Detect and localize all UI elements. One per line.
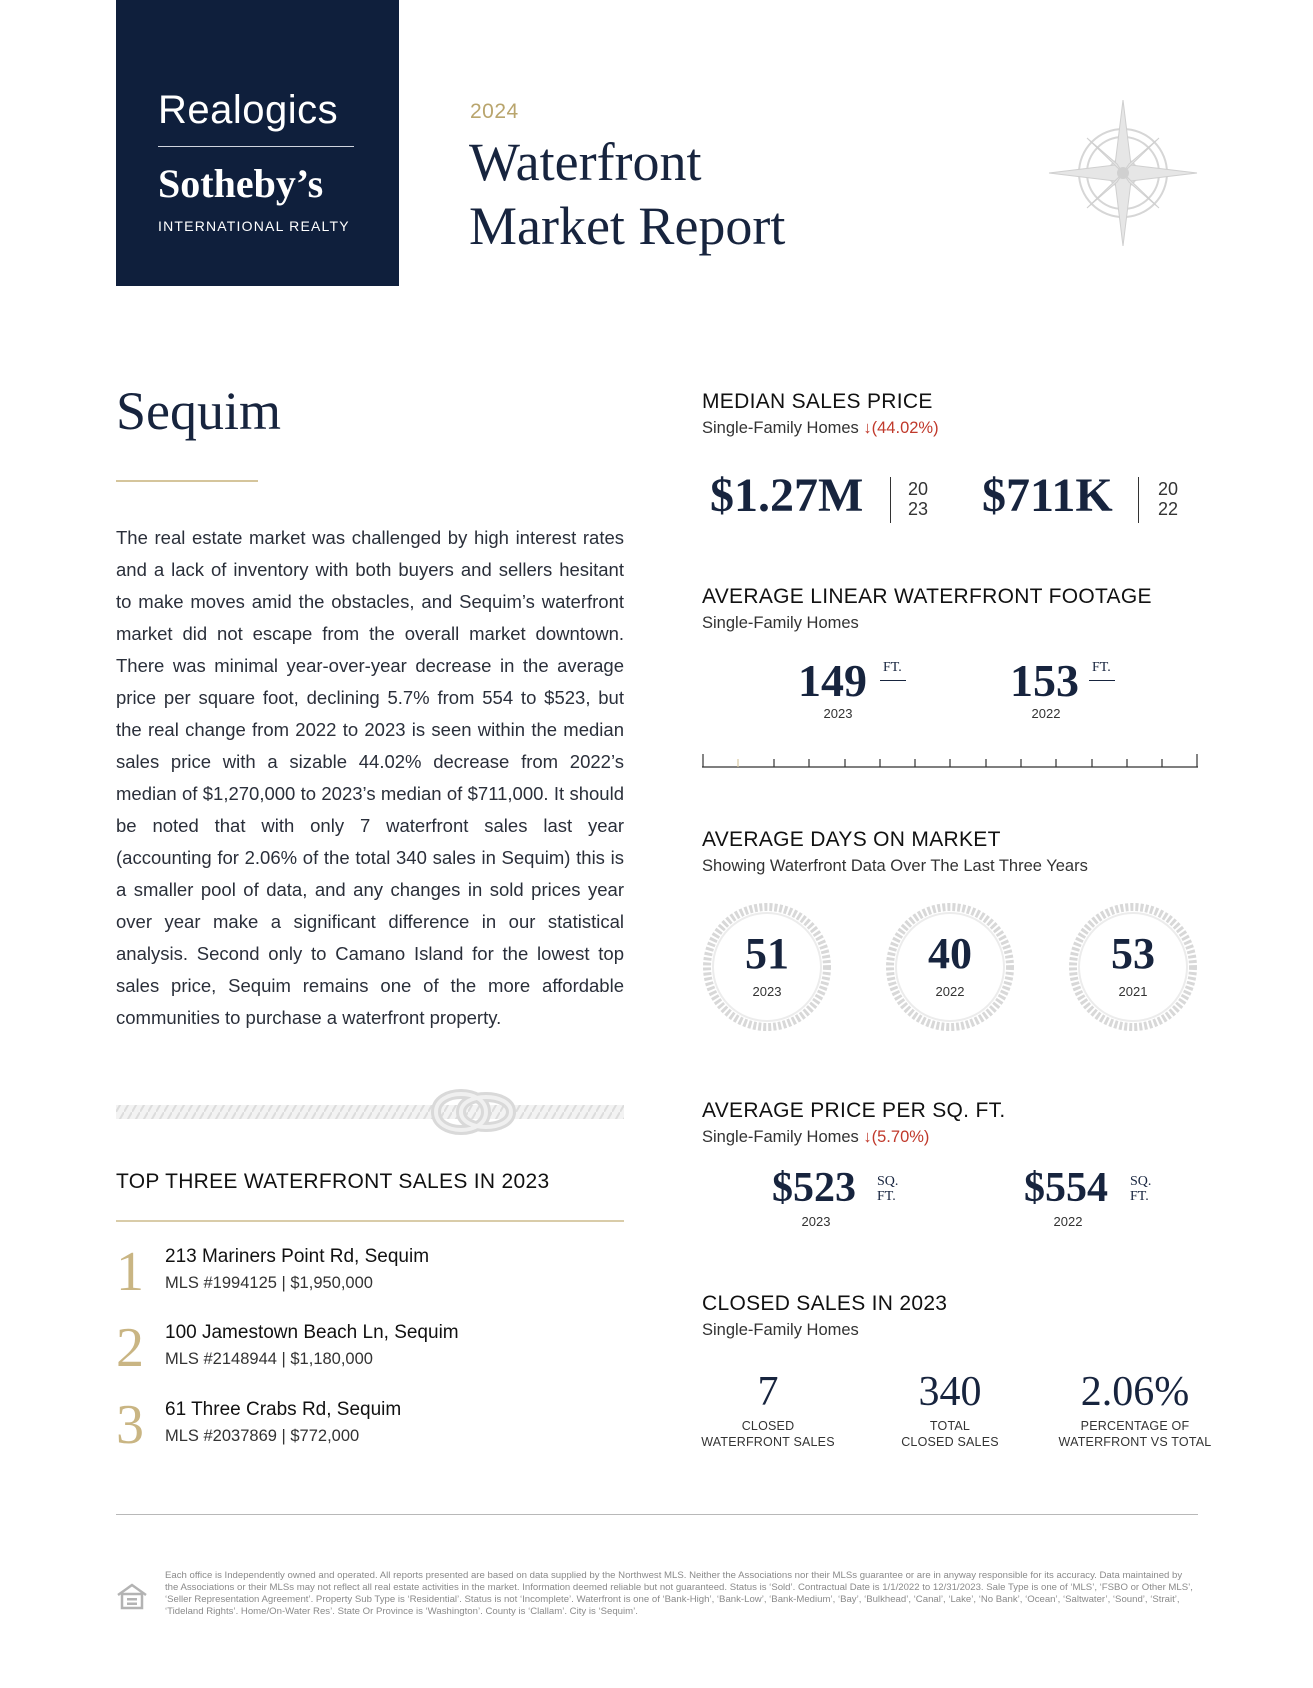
closed-subtitle: Single-Family Homes (702, 1321, 859, 1339)
median-price-title: MEDIAN SALES PRICE (702, 390, 933, 413)
ppsf-2022: $554 (1024, 1165, 1108, 1211)
footage-subtitle: Single-Family Homes (702, 614, 859, 632)
median-year-top: 20 (1158, 479, 1179, 499)
ppsf-unit-line2: FT. (877, 1189, 896, 1204)
top-sale-address: 61 Three Crabs Rd, Sequim (165, 1399, 402, 1420)
ppsf-change: ↓(5.70%) (863, 1128, 930, 1146)
footage-year-2022: 2022 (1031, 706, 1061, 721)
ppsf-year-2022: 2022 (1053, 1214, 1083, 1229)
brand-sothebys: Sotheby’s (158, 161, 324, 206)
closed-label-line2: CLOSED SALES (901, 1435, 999, 1449)
brand-name: Realogics (158, 88, 339, 132)
dom-value: 53 (1111, 929, 1155, 978)
closed-label-line1: CLOSED (741, 1419, 795, 1433)
footage-2023: 149 (798, 655, 867, 706)
closed-label-line1: PERCENTAGE OF (1080, 1419, 1190, 1433)
closed-label-line2: WATERFRONT VS TOTAL (1058, 1435, 1212, 1449)
ruler-icon (702, 754, 1198, 768)
median-year-2023 (908, 479, 928, 519)
closed-percentage-value: 2.06% (1080, 1369, 1190, 1415)
ppsf-subtitle (702, 1128, 929, 1147)
ppsf-unit (877, 1174, 898, 1204)
top-sale-item (116, 1394, 624, 1469)
compass-rose-icon (1045, 98, 1201, 248)
ppsf-title: AVERAGE PRICE PER SQ. FT. (702, 1099, 1006, 1122)
closed-waterfront-label (690, 1418, 846, 1450)
closed-percentage-label (1050, 1418, 1220, 1450)
report-title-line2: Market Report (469, 196, 786, 256)
city-divider (116, 480, 258, 482)
median-year-bottom: 22 (1158, 499, 1179, 519)
closed-waterfront-value: 7 (757, 1369, 779, 1415)
city-heading: Sequim (116, 381, 282, 441)
top-sale-rank: 3 (116, 1394, 144, 1456)
legal-disclaimer: Each office is Independently owned and operated. All reports presented are based on data supplied by the Northwest MLS. Neither the Associations nor their MLSs guarantee or are in anyway responsible for its accuracy. Data maintained by the Associations or their MLSs may not reflect all real estate activities in the market. Information deemed reliable but not guaranteed. Status is ‘Sold’. Contractual Date is 1/1/2022 to 12/31/2023. Sale Type is one of ‘MLS’, ‘FSBO or Other MLS’, ‘Seller Representation Agreement’. Property Sub Type is ‘Residential’. Status is not ‘Incomplete’. Waterfront is one of ‘Bank-High’, ‘Bank-Low’, ‘Bank-Medium’, ‘Bay’, ‘Bulkhead’, ‘Canal’, ‘Lake’, ‘No Bank’, ‘Ocean’, ‘Saltwater’, ‘Sound’, ‘Strait’, ‘Tideland Rights’. Home/On-Water Res’. State Or Province is ‘Washington’. County is ‘Clallam’. City is ‘Sequim’. (165, 1570, 1193, 1617)
report-title (469, 130, 785, 258)
top-sale-rank: 2 (116, 1317, 144, 1379)
footage-unit: FT. (883, 660, 902, 675)
dom-circle (1068, 902, 1198, 1032)
dom-circle (885, 902, 1015, 1032)
median-price-sub-label: Single-Family Homes (702, 419, 859, 437)
median-year-top: 20 (908, 479, 929, 499)
top-sale-address: 100 Jamestown Beach Ln, Sequim (165, 1322, 459, 1343)
top-sale-rank: 1 (116, 1241, 144, 1303)
footage-unit: FT. (1092, 660, 1111, 675)
brand-logo (116, 0, 399, 286)
footer-divider (116, 1514, 1198, 1515)
top-sales-title: TOP THREE WATERFRONT SALES IN 2023 (116, 1170, 550, 1193)
median-year-bottom: 23 (908, 499, 929, 519)
rope-knot-icon (116, 1084, 624, 1140)
footage-unit-rule (1089, 680, 1115, 681)
brand-divider (158, 146, 354, 147)
report-title-line1: Waterfront (469, 132, 702, 192)
ppsf-sub-label: Single-Family Homes (702, 1128, 859, 1146)
dom-title: AVERAGE DAYS ON MARKET (702, 828, 1001, 851)
dom-circle (702, 902, 832, 1032)
median-price-change: ↓(44.02%) (863, 419, 939, 437)
ppsf-2023: $523 (772, 1165, 856, 1211)
ppsf-unit-line2: FT. (1130, 1189, 1149, 1204)
median-divider (890, 477, 891, 523)
top-sale-address: 213 Mariners Point Rd, Sequim (165, 1246, 430, 1267)
top-sale-mls: MLS #2037869 | $772,000 (165, 1427, 360, 1445)
dom-value: 40 (928, 929, 972, 978)
equal-housing-icon (116, 1582, 148, 1610)
median-year-2022 (1158, 479, 1178, 519)
footage-2022: 153 (1010, 655, 1079, 706)
footage-year-2023: 2023 (823, 706, 853, 721)
dom-year: 2021 (1118, 984, 1148, 999)
top-sale-item (116, 1241, 624, 1316)
ppsf-unit-line1: SQ. (1130, 1174, 1152, 1189)
median-price-2022: $711K (982, 469, 1113, 522)
footage-title: AVERAGE LINEAR WATERFRONT FOOTAGE (702, 585, 1152, 608)
footage-unit-rule (880, 680, 906, 681)
report-year: 2024 (470, 100, 519, 123)
market-summary: The real estate market was challenged by high interest rates and a lack of inventory with both buyers and sellers hesitant to make moves amid the obstacles, and Sequim’s waterfront market did not escape from the overall market downtown. There was minimal year-over-year decrease in the average price per square foot, declining 5.7% from 554 to $523, but the real change from 2022 to 2023 is seen within the median sales price with a sizable 44.02% decrease from 2022’s median of $1,270,000 to 2023’s median of $711,000. It should be noted that with only 7 waterfront sales last year (accounting for 2.06% of the total 340 sales in Sequim) this is a smaller pool of data, and any changes in sold prices year over year make a significant difference in our statistical analysis. Second only to Camano Island for the lowest top sales price, Sequim remains one of the more affordable communities to purchase a waterfront property. (116, 527, 624, 1028)
dom-subtitle: Showing Waterfront Data Over The Last Three Years (702, 857, 1088, 875)
dom-year: 2022 (935, 984, 965, 999)
dom-value: 51 (745, 929, 789, 978)
median-price-2023: $1.27M (710, 469, 864, 522)
median-divider (1138, 477, 1139, 523)
closed-label-line1: TOTAL (929, 1419, 971, 1433)
closed-total-label (872, 1418, 1028, 1450)
ppsf-year-2023: 2023 (801, 1214, 831, 1229)
top-sale-item (116, 1317, 624, 1392)
top-sale-mls: MLS #2148944 | $1,180,000 (165, 1350, 373, 1368)
top-sale-mls: MLS #1994125 | $1,950,000 (165, 1274, 373, 1292)
closed-label-line2: WATERFRONT SALES (701, 1435, 835, 1449)
closed-title: CLOSED SALES IN 2023 (702, 1292, 948, 1315)
ppsf-unit (1130, 1174, 1151, 1204)
closed-total-value: 340 (918, 1369, 982, 1415)
ppsf-unit-line1: SQ. (877, 1174, 899, 1189)
brand-subtitle: INTERNATIONAL REALTY (158, 218, 350, 234)
top-sales-divider (116, 1220, 624, 1222)
dom-year: 2023 (752, 984, 782, 999)
median-price-subtitle (702, 419, 939, 438)
